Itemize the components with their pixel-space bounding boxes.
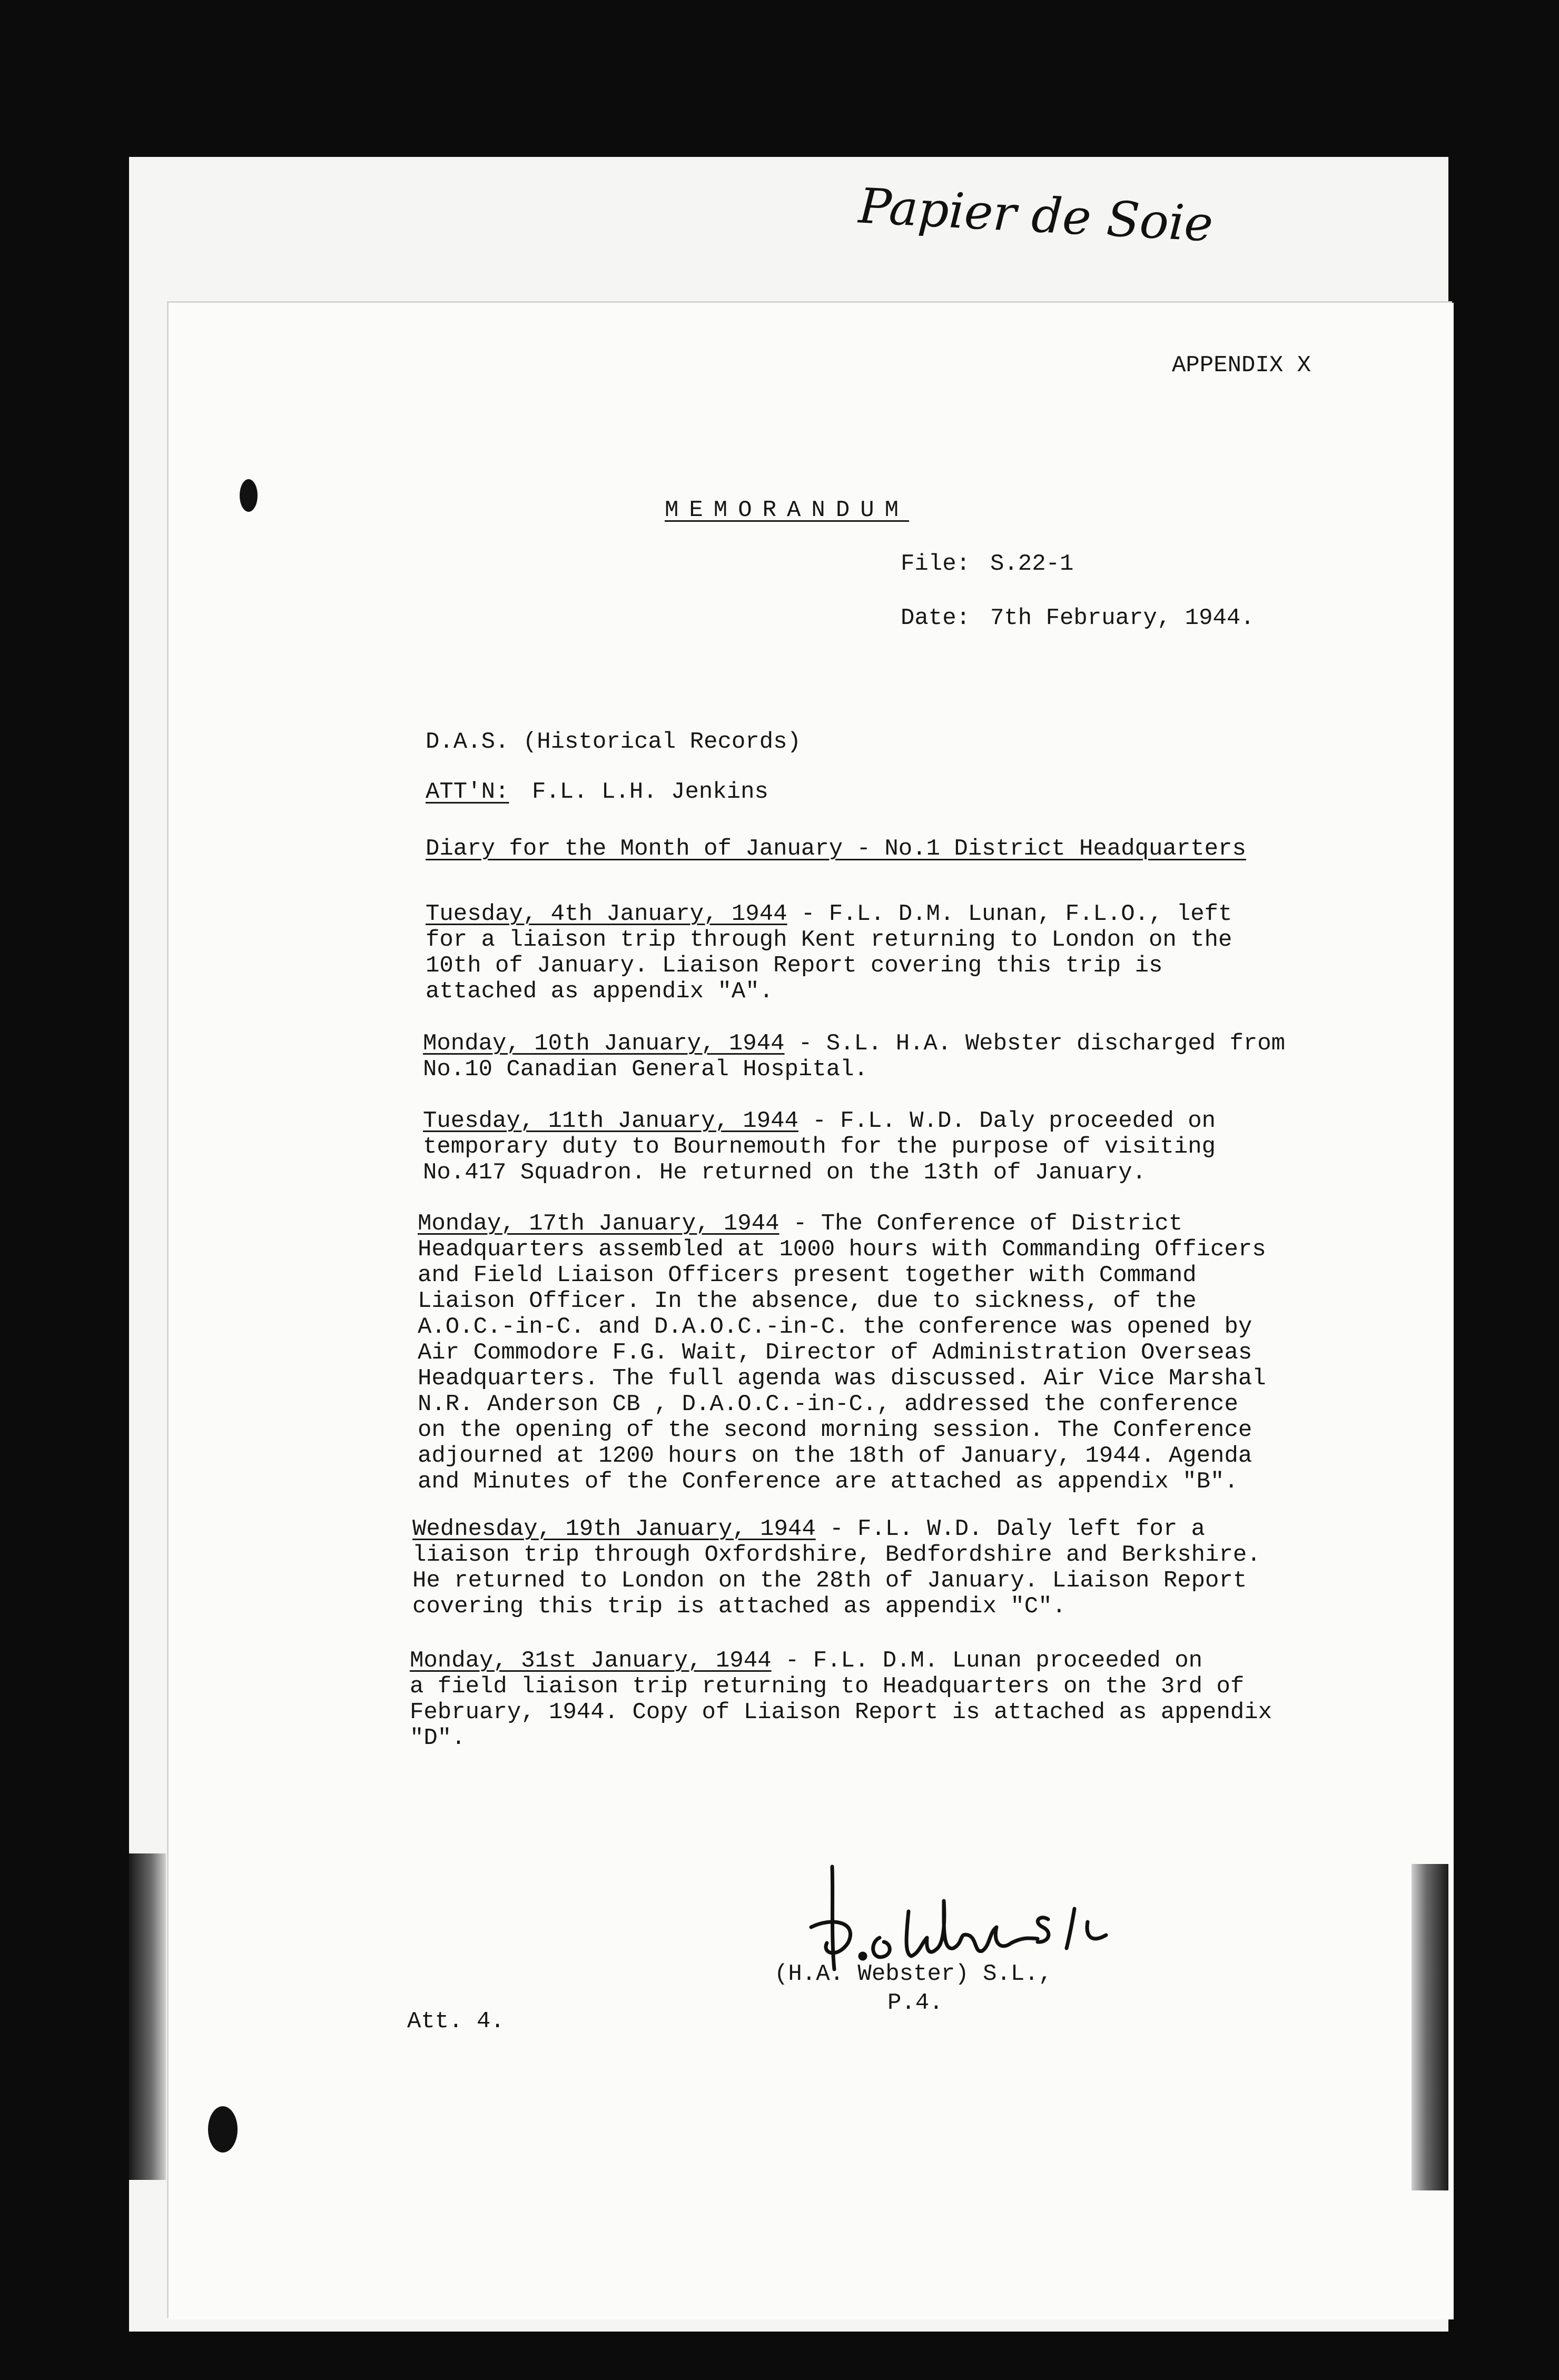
entry-date: Monday, 10th January, 1944 — [423, 1030, 785, 1057]
date-value: 7th February, 1944. — [990, 605, 1255, 631]
entry-line: Headquarters assembled at 1000 hours with Commanding Officers — [418, 1236, 1266, 1263]
entry-line: He returned to London on the 28th of January. Liaison Report — [412, 1568, 1247, 1594]
entry-date: Tuesday, 4th January, 1944 — [426, 901, 787, 927]
entry-date: Tuesday, 11th January, 1944 — [423, 1108, 798, 1134]
appendix-label: APPENDIX X — [1172, 352, 1311, 379]
attn-value: F.L. L.H. Jenkins — [532, 779, 768, 805]
file-label: File: — [901, 551, 971, 577]
entry-line: for a liaison trip through Kent returning to London on the — [426, 927, 1232, 953]
attachments-note: Att. 4. — [407, 2008, 505, 2035]
diary-entry — [426, 901, 1232, 1005]
entry-line: Air Commodore F.G. Wait, Director of Administration Overseas — [418, 1340, 1252, 1366]
diary-entry — [412, 1516, 1261, 1620]
entry-line: - F.L. W.D. Daly proceeded on — [798, 1108, 1216, 1134]
entry-line: - F.L. D.M. Lunan, F.L.O., left — [787, 901, 1232, 927]
entry-line: "D". — [410, 1725, 466, 1751]
entry-line: - F.L. W.D. Daly left for a — [815, 1516, 1206, 1542]
diary-entry — [423, 1108, 1216, 1186]
subject-line: Diary for the Month of January - No.1 District Headquarters — [426, 836, 1246, 862]
entry-line: - The Conference of District — [779, 1211, 1183, 1237]
entry-line: A.O.C.-in-C. and D.A.O.C.-in-C. the conference was opened by — [418, 1314, 1252, 1340]
punch-hole-bottom — [208, 2106, 238, 2153]
date-label: Date: — [901, 605, 971, 631]
entry-date: Monday, 17th January, 1944 — [418, 1211, 780, 1237]
entry-line: - S.L. H.A. Webster discharged from — [784, 1030, 1286, 1057]
entry-line: Headquarters. The full agenda was discussed. Air Vice Marshal — [418, 1365, 1266, 1392]
diary-entry — [418, 1211, 1266, 1495]
entry-line: N.R. Anderson CB , D.A.O.C.-in-C., addressed the conference — [418, 1391, 1238, 1417]
addressee: D.A.S. (Historical Records) — [426, 729, 801, 755]
entry-line: covering this trip is attached as appendix "C". — [412, 1593, 1067, 1620]
scan-edge-left — [129, 1853, 166, 2180]
file-value: S.22-1 — [990, 551, 1074, 577]
entry-line: and Minutes of the Conference are attached as appendix "B". — [418, 1469, 1238, 1495]
entry-line: on the opening of the second morning session. The Conference — [418, 1417, 1252, 1443]
attn-label: ATT'N: — [426, 779, 509, 805]
entry-line: No.417 Squadron. He returned on the 13th of January. — [423, 1159, 1147, 1186]
diary-entry — [410, 1648, 1272, 1751]
signatory-name: (H.A. Webster) S.L., — [774, 1961, 1053, 1987]
entry-line: - F.L. D.M. Lunan proceeded on — [771, 1648, 1203, 1674]
entry-line: and Field Liaison Officers present together with Command — [418, 1262, 1197, 1288]
handwritten-note: Papier de Soie — [857, 177, 1215, 253]
entry-line: 10th of January. Liaison Report covering this trip is — [426, 953, 1163, 979]
entry-line: Liaison Officer. In the absence, due to sickness, of the — [418, 1288, 1197, 1314]
entry-line: No.10 Canadian General Hospital. — [423, 1056, 868, 1083]
page-title: MEMORANDUM — [665, 497, 910, 523]
diary-entry — [423, 1031, 1285, 1083]
entry-line: a field liaison trip returning to Headquarters on the 3rd of — [410, 1673, 1245, 1700]
entry-line: temporary duty to Bournemouth for the purpose of visiting — [423, 1134, 1216, 1160]
signatory-office: P.4. — [887, 1990, 943, 2016]
entry-line: attached as appendix "A". — [426, 978, 774, 1005]
punch-hole-top — [240, 479, 258, 512]
entry-date: Monday, 31st January, 1944 — [410, 1648, 772, 1674]
entry-line: liaison trip through Oxfordshire, Bedfordshire and Berkshire. — [412, 1542, 1261, 1568]
entry-line: adjourned at 1200 hours on the 18th of January, 1944. Agenda — [418, 1443, 1252, 1469]
scan-edge-right — [1412, 1864, 1448, 2190]
entry-date: Wednesday, 19th January, 1944 — [412, 1516, 816, 1542]
entry-line: February, 1944. Copy of Liaison Report is attached as appendix — [410, 1699, 1272, 1726]
